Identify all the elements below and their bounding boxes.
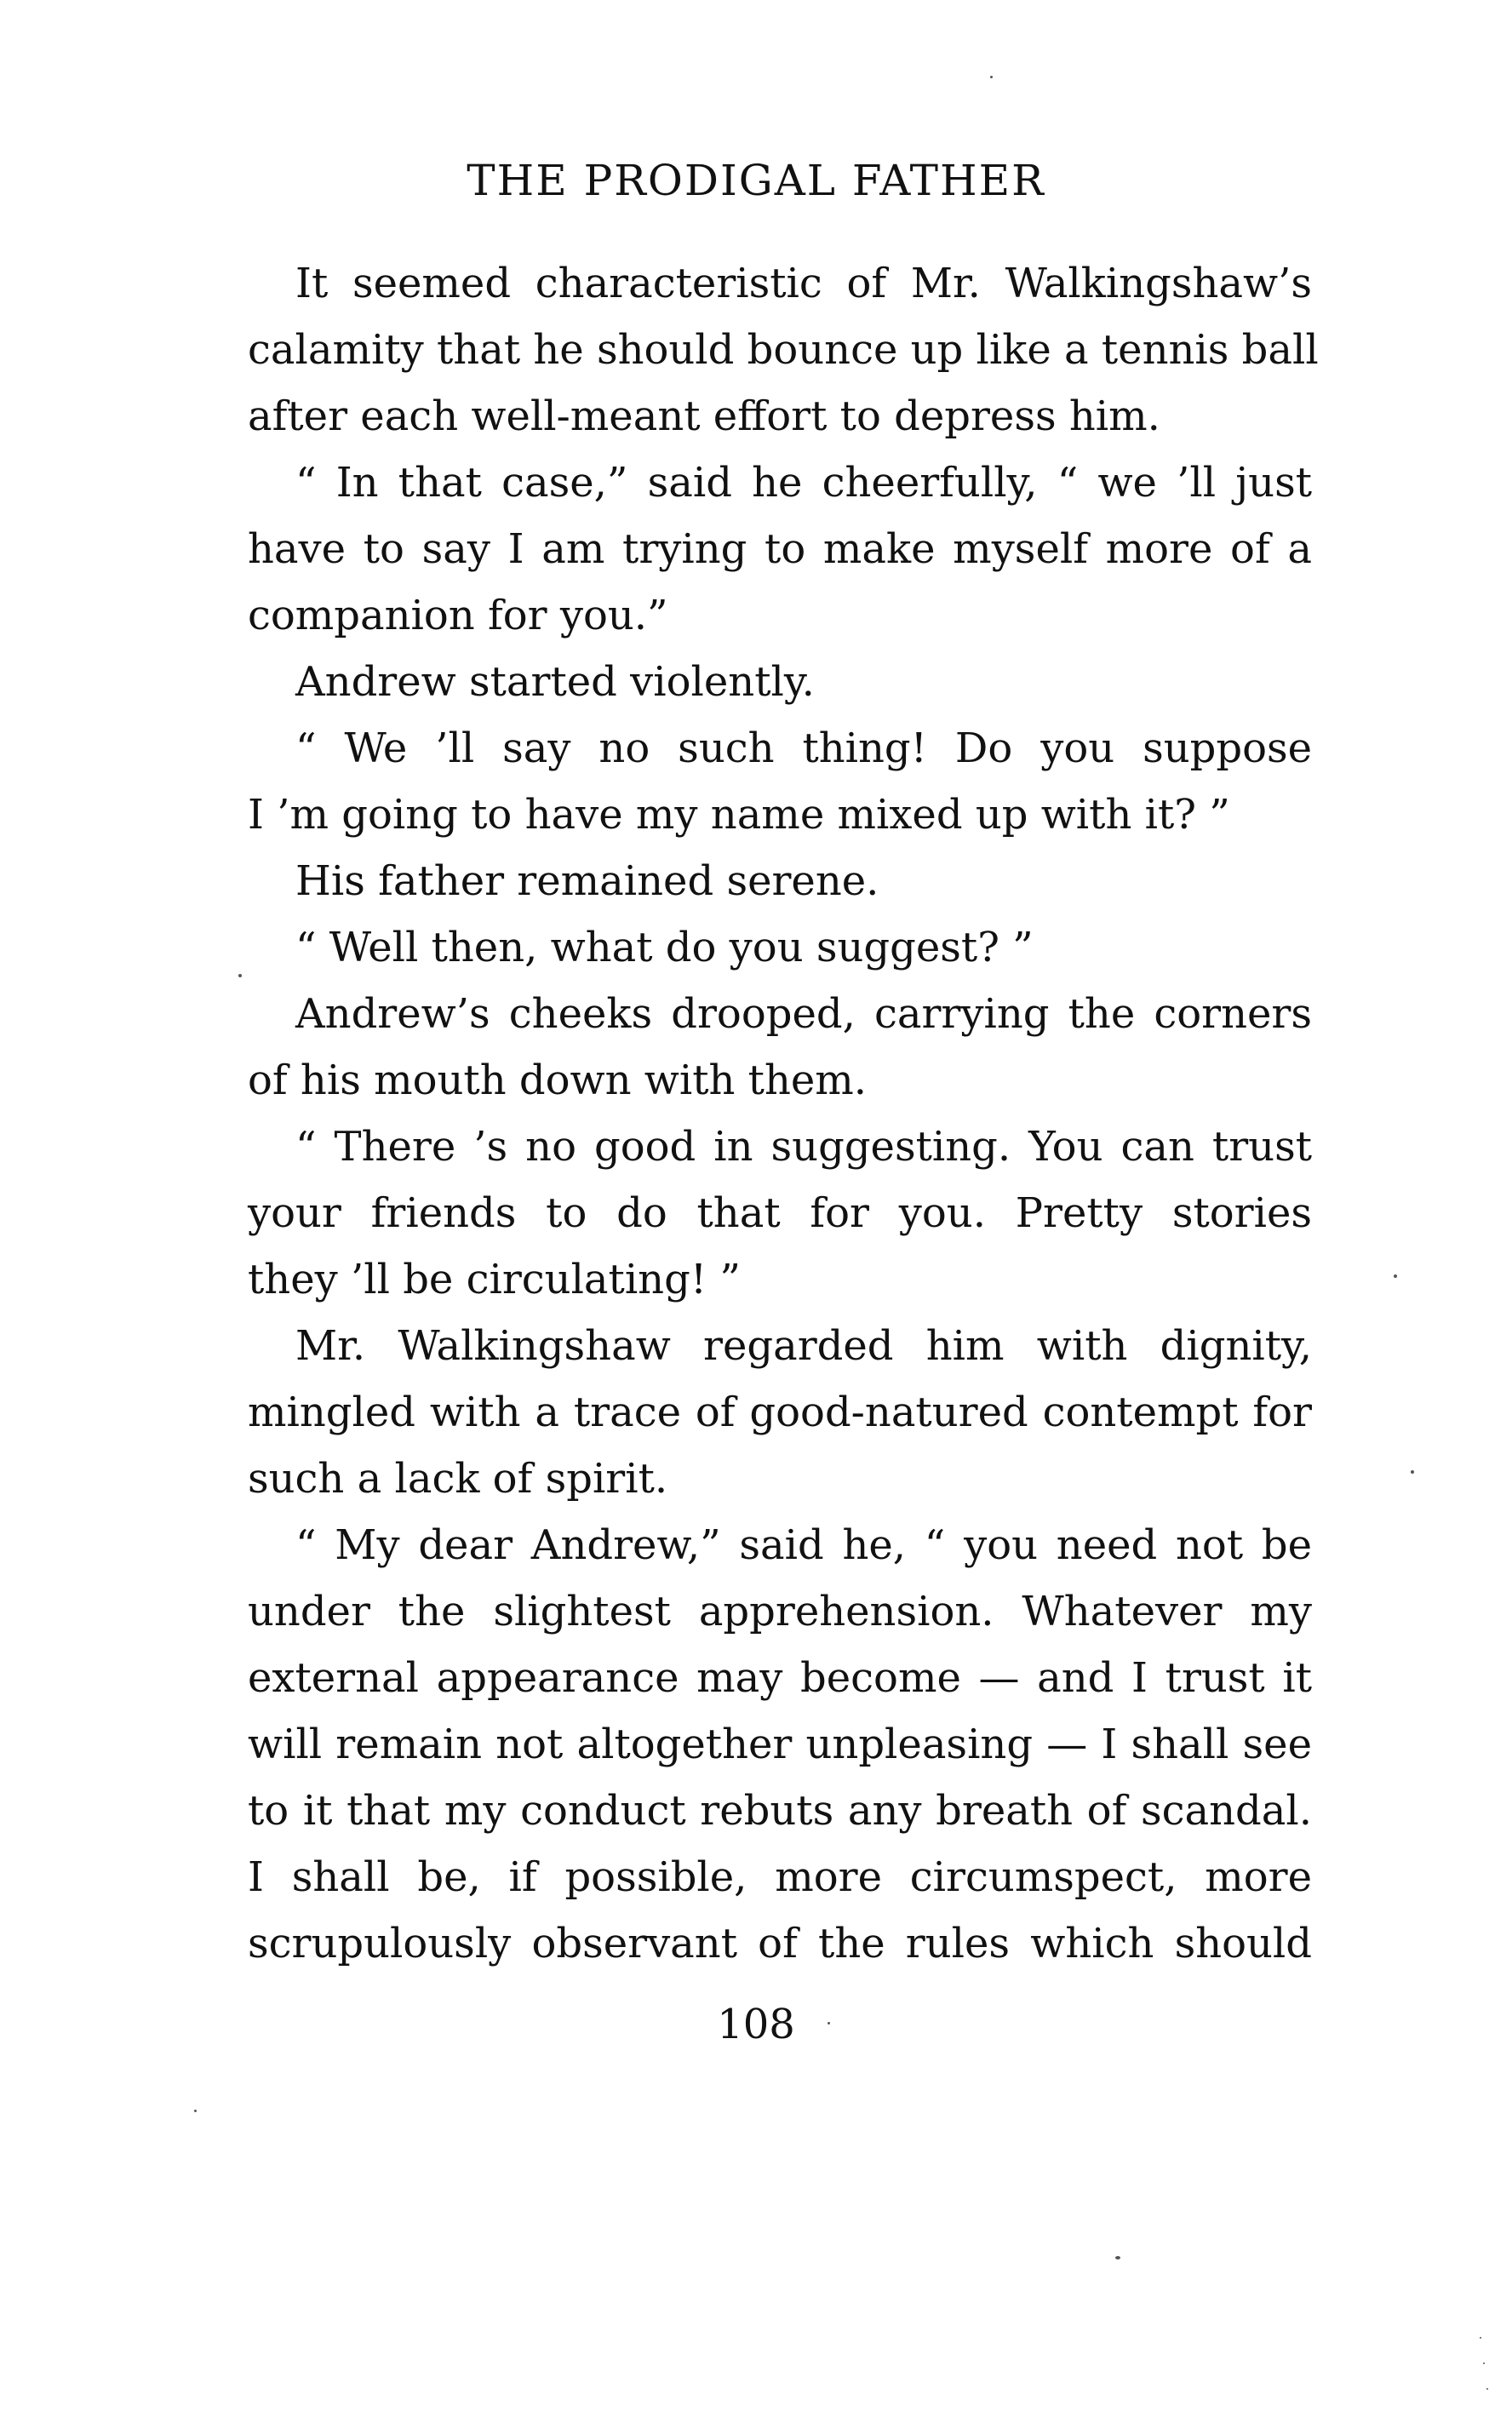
scan-speck <box>1480 2337 1481 2339</box>
text-line: I ’m going to have my name mixed up with it? ” <box>248 791 1230 839</box>
text-line: It seemed characteristic of Mr. Walkingshaw’s <box>295 260 1312 307</box>
text-line: they ’ll be circulating! ” <box>248 1256 741 1303</box>
text-line: external appearance may become — and I trust it <box>248 1654 1312 1702</box>
text-line: scrupulously observant of the rules which should <box>248 1920 1312 1967</box>
scan-speck <box>238 974 242 977</box>
text-line: “ There ’s no good in suggesting. You can trust <box>295 1123 1312 1171</box>
text-line: after each well-meant effort to depress him. <box>248 392 1160 440</box>
text-line: have to say I am trying to make myself more of a <box>248 525 1312 573</box>
scan-speck <box>1483 2362 1485 2364</box>
text-line: under the slightest apprehension. Whatever my <box>248 1588 1312 1635</box>
running-header: THE PRODIGAL FATHER <box>467 156 1045 205</box>
text-line: “ In that case,” said he cheerfully, “ we ’ll just <box>295 459 1312 507</box>
text-line: Andrew’s cheeks drooped, carrying the corners <box>295 990 1312 1038</box>
text-line: “ We ’ll say no such thing! Do you suppose <box>295 724 1312 772</box>
scan-speck <box>1411 1470 1414 1474</box>
text-line: mingled with a trace of good-natured contempt for <box>248 1389 1312 1436</box>
text-line: “ My dear Andrew,” said he, “ you need not be <box>295 1521 1312 1569</box>
text-line: such a lack of spirit. <box>248 1455 668 1503</box>
text-line: “ Well then, what do you suggest? ” <box>295 924 1034 971</box>
text-line: calamity that he should bounce up like a tennis ball <box>248 326 1319 374</box>
text-line: companion for you.” <box>248 592 668 639</box>
page-number: 108 <box>717 2001 795 2048</box>
text-line: I shall be, if possible, more circumspect, more <box>248 1853 1312 1901</box>
text-line: to it that my conduct rebuts any breath of scandal. <box>248 1787 1312 1835</box>
text-line: your friends to do that for you. Pretty stories <box>248 1189 1312 1237</box>
text-line: of his mouth down with them. <box>248 1057 868 1104</box>
scan-speck <box>1486 2388 1488 2390</box>
page-body-text <box>248 250 1319 1977</box>
text-line: Mr. Walkingshaw regarded him with dignity, <box>295 1322 1312 1370</box>
text-line: Andrew started violently. <box>295 658 815 706</box>
text-line: will remain not altogether unpleasing — I shall see <box>248 1721 1312 1768</box>
scan-speck <box>1115 2256 1120 2259</box>
scan-speck <box>828 2022 830 2024</box>
scan-speck <box>194 2110 197 2112</box>
scan-speck <box>990 76 993 78</box>
scan-speck <box>1394 1274 1397 1278</box>
text-line: His father remained serene. <box>295 857 879 905</box>
